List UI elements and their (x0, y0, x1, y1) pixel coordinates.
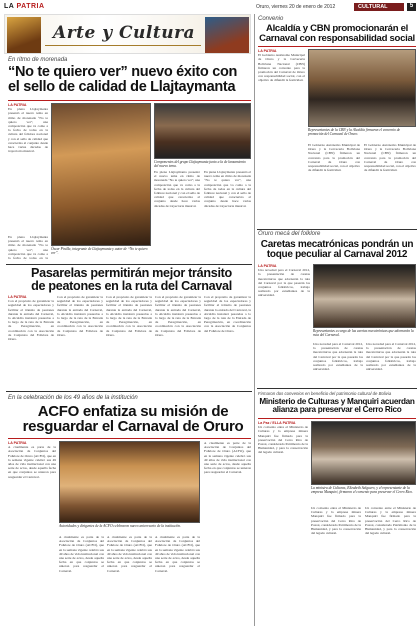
photo-caretas (313, 264, 416, 328)
cerro-headline: Ministerio de Culturas y Manquiri acuerdan alianza para preservar el Cerro Rico (259, 397, 415, 415)
acfo-kicker: En la celebración de los 49 años de la institución (8, 395, 138, 401)
pasarelas-byline: LA PATRIA (8, 295, 27, 299)
acfo-body-col5: A ctualmente es parte de la Asociación de Conjuntos del Folklore de Oruro (ACFO), que en la semana vigente celebró sus 49 años de vida institucional con una serie de actos, desde aquella fecha en que conjuntos se unieron para resguardar el Carnaval. (204, 441, 251, 475)
convenio-body-col1: LA PATRIA El Gobierno Autónomo Municipal de Oruro y la Cervecería Boliviana Nacional (CBN) firmaron un convenio para la promoción del Carnaval de Oruro con responsabilidad social, con el objetivo de difundir la festividad. (258, 49, 305, 83)
convenio-headline: Alcaldía y CBN promocionarán el Carnaval con responsabilidad social (259, 23, 415, 44)
caretas-kicker: Oruro mecá del folklore (258, 231, 321, 237)
divider-2 (6, 391, 252, 392)
caretas-byline: LA PATRIA (258, 264, 277, 268)
caretas-body-col1: LA PATRIA Una novedad para el Carnaval 2012, la presentación de caretas mecatrónicas que adornarán la ruta del Carnaval por la que pasarán los conjuntos folklóricos, trabajo realizado por estudiantes de la universidad. (258, 264, 310, 298)
photo-acfo (59, 441, 200, 523)
column-divider (254, 14, 255, 626)
divider-3 (257, 229, 417, 230)
cerro-byline: La Paz / ELLA PATRIA (258, 421, 296, 425)
pasarelas-body-col2: Con el propósito de garantizar la seguridad de los espectadores y facilitar el tránsito de peatones durante la entrada del Carnaval, la Alcaldía instalará pasarelas a lo largo de la ruta de la Entrada de Peregrinación, en coordinación con la Asociación de Conjuntos del Folklore de Oruro. (57, 295, 103, 337)
main-story-byline: LA PATRIA (8, 103, 27, 107)
issue-date: Oruro, viernes 20 de enero de 2012 (256, 4, 336, 10)
photo-cerro (311, 421, 416, 485)
convenio-rule (258, 46, 416, 47)
section-banner (4, 14, 251, 54)
pasarelas-body-col1: LA PATRIA Con el propósito de garantizar la seguridad de los espectadores y facilitar el tránsito de peatones durante la entrada del Carnaval, la Alcaldía instalará pasarelas a lo largo de la ruta de la Entrada de Peregrinación, en coordinación con la Asociación de Conjuntos del Folklore de Oruro. (8, 295, 54, 342)
main-story-body-col3: En plena Llajtaymanta presentó el nuevo tema en ritmo de morenada “No te quiero ver”, una composición que va como a la fecha de todas en la cultura del folklore nacional y con el sello de calidad que caracteriza al conjunto desde hace varias décadas de trayectoria musical. (154, 170, 200, 208)
cerro-rule (258, 418, 416, 419)
section-label: CULTURAL (354, 3, 404, 11)
pasarelas-body-col3: Con el propósito de garantizar la seguridad de los espectadores y facilitar el tránsito de peatones durante la entrada del Carnaval, la Alcaldía instalará pasarelas a lo largo de la ruta de la Entrada de Peregrinación, en coordinación con la Asociación de Conjuntos del Folklore de Oruro. (106, 295, 152, 337)
cerro-body-col2: Un convenio entre el Ministerio de Culturas y la empresa minera Manquiri fue firmado para la preservación del Cerro Rico de Potosí, considerado Patrimonio de la Humanidad, y para la conservación del legado cultural. (311, 506, 361, 536)
photo-convenio (308, 49, 416, 127)
photo-acfo-caption: Autoridades y dirigentes de la ACFO celebraron nuevo aniversario de la institución. (59, 524, 181, 528)
convenio-byline: LA PATRIA (258, 49, 277, 53)
pasarelas-headline: Pasarelas permitirán mejor tránsito de peatones en la ruta del Carnaval (31, 266, 232, 293)
caretas-headline: Caretas mecatrónicas pondrán un toque peculiar al Carnaval 2012 (260, 239, 414, 261)
newspaper-logo: LA PATRIA (4, 3, 45, 10)
acfo-byline: LA PATRIA (8, 441, 27, 445)
main-story-kicker: En ritmo de morenada (8, 57, 68, 63)
banner-divider (45, 45, 201, 46)
photo-caretas-caption: Representantes a cargo de las caretas mecatrónicas que adornarán la ruta del Carnaval. (313, 329, 414, 338)
photo-group-caption: Componentes del grupo Llajtaymanta junto a la de lanzamiento del nuevo tema. (154, 160, 246, 169)
banner-title: Arte y Cultura (53, 23, 196, 43)
convenio-body-col2: El Gobierno Autónomo Municipal de Oruro y la Cervecería Boliviana Nacional (CBN) firmaron un convenio para la promoción del Carnaval de Oruro con responsabilidad social, con el objetivo de difundir la festividad. (308, 143, 360, 173)
cerro-body-col3: Un convenio entre el Ministerio de Culturas y la empresa minera Manquiri fue firmado para la preservación del Cerro Rico de Potosí, considerado Patrimonio de la Humanidad, y para la conservación del legado cultural. (365, 506, 416, 536)
acfo-body-col1: LA PATRIA A ctualmente es parte de la Asociación de Conjuntos del Folklore de Oruro (ACFO), que en la semana vigente celebró sus 49 años de vida institucional con una serie de actos, desde aquella fecha en que conjuntos se unieron para resguardar el Carnaval. (8, 441, 56, 479)
convenio-kicker: Convenio (258, 16, 284, 22)
banner-photo-left (7, 17, 41, 53)
page-number: 5 (407, 3, 416, 11)
page-header (4, 3, 416, 12)
acfo-body-col4: A ctualmente es parte de la Asociación de Conjuntos del Folklore de Oruro (ACFO), que en la semana vigente celebró sus 49 años de vida institucional con una serie de actos, desde aquella fecha en que conjuntos se unieron para resguardar el Carnaval. (155, 535, 200, 573)
main-story-rule (8, 100, 251, 101)
caretas-body-col2: Una novedad para el Carnaval 2012, la presentación de caretas mecatrónicas que adornarán la ruta del Carnaval por la que pasarán los conjuntos folklóricos, trabajo realizado por estudiantes de la universidad. (313, 342, 363, 372)
caretas-body-col3: Una novedad para el Carnaval 2012, la presentación de caretas mecatrónicas que adornarán la ruta del Carnaval por la que pasarán los conjuntos folklóricos, trabajo realizado por estudiantes de la universidad. (366, 342, 416, 372)
main-story-body-col4: En plena Llajtaymanta presentó el nuevo tema en ritmo de morenada “No te quiero ver”, una composición que va como a la fecha de todas en la cultura del folklore nacional y con el sello de calidad que caracteriza al conjunto desde hace varias décadas de trayectoria musical. (204, 170, 251, 208)
convenio-body-col3: El Gobierno Autónomo Municipal de Oruro y la Cervecería Boliviana Nacional (CBN) firmaron un convenio para la promoción del Carnaval de Oruro con responsabilidad social, con el objetivo de difundir la festividad. (364, 143, 416, 173)
photo-singer (51, 103, 151, 246)
photo-group (154, 103, 251, 159)
photo-cerro-caption: La ministra de Culturas, Elizabeth Salguero, y el representante de la empresa Manquiri, firmaron el convenio para preservar el Cerro Rico. (311, 486, 413, 495)
pasarelas-body-col5: Con el propósito de garantizar la seguridad de los espectadores y facilitar el tránsito de peatones durante la entrada del Carnaval, la Alcaldía instalará pasarelas a lo largo de la ruta de la Entrada de Peregrinación, en coordinación con la Asociación de Conjuntos del Folklore de Oruro. (204, 295, 251, 333)
divider-4 (257, 388, 417, 389)
main-story-body-col1b: En plena Llajtaymanta presentó el nuevo tema en ritmo de morenada “No te quiero ver”, una composición que va como a la fecha de todas en la (8, 235, 48, 261)
pasarelas-body-col4: Con el propósito de garantizar la seguridad de los espectadores y facilitar el tránsito de peatones durante la entrada del Carnaval, la Alcaldía instalará pasarelas a lo largo de la ruta de la Entrada de Peregrinación, en coordinación con la Asociación de Conjuntos del Folklore de Oruro. (155, 295, 201, 337)
main-story-body-col1: LA PATRIA En plena Llajtaymanta presentó el nuevo tema en ritmo de morenada “No te quiero ver”, una composición que va como a la fecha de todas en la cultura del folklore nacional y con el sello de calidad que caracteriza al conjunto desde hace varias décadas de trayectoria musical. (8, 103, 48, 154)
banner-photo-right (205, 17, 249, 53)
acfo-body-col2: A ctualmente es parte de la Asociación de Conjuntos del Folklore de Oruro (ACFO), que en la semana vigente celebró sus 49 años de vida institucional con una serie de actos, desde aquella fecha en que conjuntos se unieron para resguardar el Carnaval. (59, 535, 104, 573)
cerro-body-col1: La Paz / ELLA PATRIA Un convenio entre el Ministerio de Culturas y la empresa minera Manquiri fue firmado para la preservación del Cerro Rico de Potosí, considerado Patrimonio de la Humanidad, y para la conservación del legado cultural. (258, 421, 308, 455)
cerro-kicker: Firmaron dos convenios en beneficio del patrimonio cultural de Bolivia (258, 391, 392, 396)
acfo-headline: ACFO enfatiza su misión de resguardar el Carnaval de Oruro (22, 403, 244, 436)
photo-convenio-caption: Representantes de la CBN y la Alcaldía firmaron el convenio de promoción del Carnaval de Oruro. (308, 128, 401, 137)
acfo-body-col3: A ctualmente es parte de la Asociación de Conjuntos del Folklore de Oruro (ACFO), que en la semana vigente celebró sus 49 años de vida institucional con una serie de actos, desde aquella fecha en que conjuntos se unieron para resguardar el Carnaval. (107, 535, 152, 573)
main-story-headline: “No te quiero ver” nuevo éxito con el sello de calidad de Llajtaymanta (8, 64, 238, 95)
divider-1 (6, 264, 252, 265)
acfo-rule (8, 438, 251, 439)
photo-singer-caption: Óscar Pinilla, integrante de Llajtaymanta y autor de “No te quiero ver”. (51, 247, 148, 256)
